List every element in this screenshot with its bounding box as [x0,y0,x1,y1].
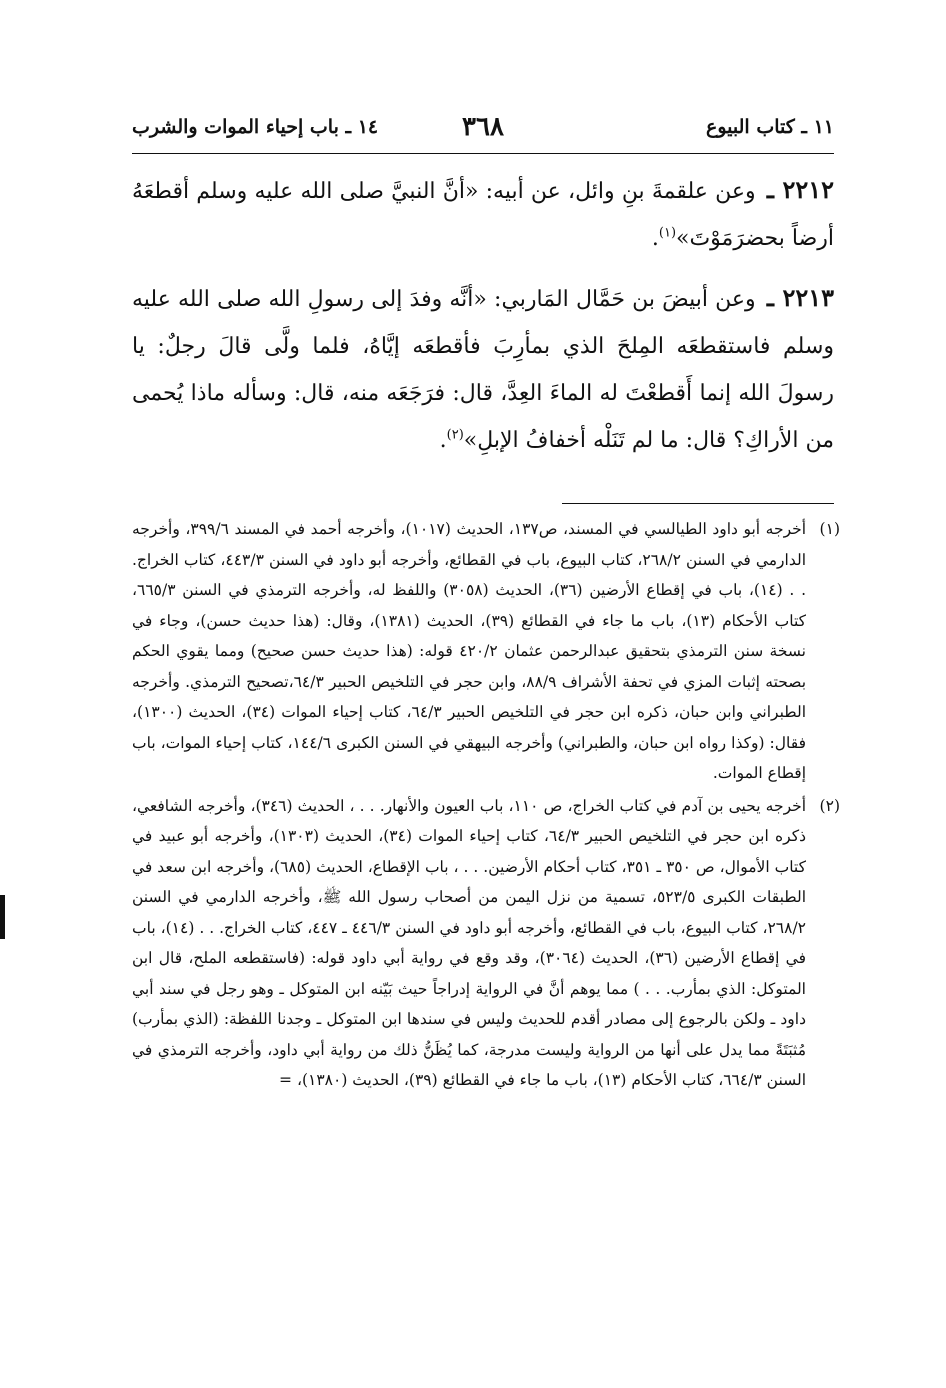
hadith-2212 [132,166,834,262]
footnote-divider [562,503,834,504]
footnote-number: (١) [819,520,840,538]
hadith-end: . [651,226,659,251]
footnote-1 [132,514,840,789]
chapter-title: ١٤ ـ باب إحياء الموات والشرب [132,116,379,138]
binding-mark [0,895,5,939]
footnote-text: أخرجه أبو داود الطيالسي في المسند، ص١٣٧، الحديث (١٠١٧)، وأخرجه أحمد في المسند ٣٩٩/٦، وأخرجه الدارمي في السنن ٢٦٨/٢، كتاب البيوع، باب في القطائع، وأخرجه أبو داود في السنن ٤٤٣/٣، كتاب الخراج. . . (١٤)، باب في إقطاع الأرضين (٣٦)، الحديث (٣٠٥٨) واللفظ له، وأخرجه الترمذي في السنن ٦٦٥/٣، كتاب الأحكام (١٣)، باب ما جاء في القطائع (٣٩)، الحديث (١٣٨١)، وقال: (هذا حديث حسن)، وجاء في نسخة سنن الترمذي بتحقيق عبدالرحمن عثمان ٤٢٠/٢ قوله: (هذا حديث حسن صحيح) ومما يقوي الحكم بصحته إثبات المزي في تحفة الأشراف ٨٨/٩، وابن حجر في التلخيص الحبير ٦٤/٣،تصحيح الترمذي. وأخرجه الطبراني وابن حبان، ذكره ابن حجر في التلخيص الحبير ٦٤/٣، كتاب إحياء الموات (٣٤)، الحديث (١٣٠٠)، فقال: (وكذا رواه ابن حبان، والطبراني) وأخرجه البيهقي في السنن الكبرى ١٤٤/٦، كتاب إحياء الموات، باب إقطاع الموات. [132,520,807,782]
footnote-number: (٢) [819,796,840,815]
hadith-number: ٢٢١٢ ـ [766,175,834,204]
running-header [132,112,834,156]
book-title: ١١ ـ كتاب البيوع [706,116,834,138]
footnote-2 [132,791,840,1096]
footnotes [132,514,840,1098]
footnote-ref[interactable]: (٢) [446,427,464,443]
hadith-number: ٢٢١٣ ـ [766,283,835,312]
hadith-end: . [439,428,447,453]
page-number: ٣٦٨ [462,112,504,142]
header-divider [132,153,834,154]
hadith-text: وعن علقمةَ بنِ وائل، عن أبيه: «أنَّ النبيَّ صلى الله عليه وسلم أقطعَهُ أرضاً بحضرَمَوْتَ» [132,179,834,251]
footnote-ref[interactable]: (١) [658,225,677,241]
footnote-text: أخرجه يحيى بن آدم في كتاب الخراج، ص ١١٠، باب العيون والأنهار. . . ، الحديث (٣٤٦)، وأخرجه الشافعي، ذكره ابن حجر في التلخيص الحبير ٦٤/٣، كتاب إحياء الموات (٣٤)، الحديث (١٣٠٣)، وأخرجه أبو عبيد في كتاب الأموال، ص ٣٥٠ ـ ٣٥١، كتاب أحكام الأرضين. . . ، باب الإقطاع، الحديث (٦٨٥)، وأخرجه ابن سعد في الطبقات الكبرى ٥٢٣/٥، تسمية من نزل اليمن من أصحاب رسول الله ﷺ، وأخرجه الدارمي في السنن ٢٦٨/٢، كتاب البيوع، باب في القطائع، وأخرجه أبو داود في السنن ٤٤٦/٣ ـ ٤٤٧، كتاب الخراج. . . (١٤)، باب في إقطاع الأرضين (٣٦)، الحديث (٣٠٦٤)، وقد وقع في رواية أبي داود قوله: (فاستقطعه الملح، قال ابن المتوكل: الذي بمأرب. . . ) مما يوهم أنَّ في الرواية إدراجاً حيث بَيّنه ابن المتوكل ـ وهو رجل في سند أبي داود ـ ولكن بالرجوع إلى مصادر أقدم للحديث وليس في سندها ابن المتوكل ـ وجدنا اللفظة: (الذي بمأرب) مُثبَتَةً مما يدل على أنها من الرواية وليست مدرجة، كما يُظَنُّ ذلك من رواية أبي داود، وأخرجه الترمذي في السنن ٦٦٤/٣، كتاب الأحكام (١٣)، باب ما جاء في القطائع (٣٩)، الحديث (١٣٨٠)، = [132,796,807,1089]
hadith-text: وعن أبيضَ بن حَمَّال المَاربي: «أنَّه وفدَ إلى رسولِ الله صلى الله عليه وسلم فاستقطعَه المِلحَ الذي بمأرِبَ فأقطعَه إيَّاهُ، فلما ولَّى قالَ رجلٌ: يا رسولَ الله إنما أَقطعْتَ له الماءَ العِدَّ، قال: فرَجَعَه منه، قال: وسأله ماذا يُحمى من الأراكِ؟ قال: ما لم تَنَلْه أخفافُ الإبلِ» [132,287,834,453]
main-text [132,166,834,476]
hadith-2213 [132,274,834,464]
